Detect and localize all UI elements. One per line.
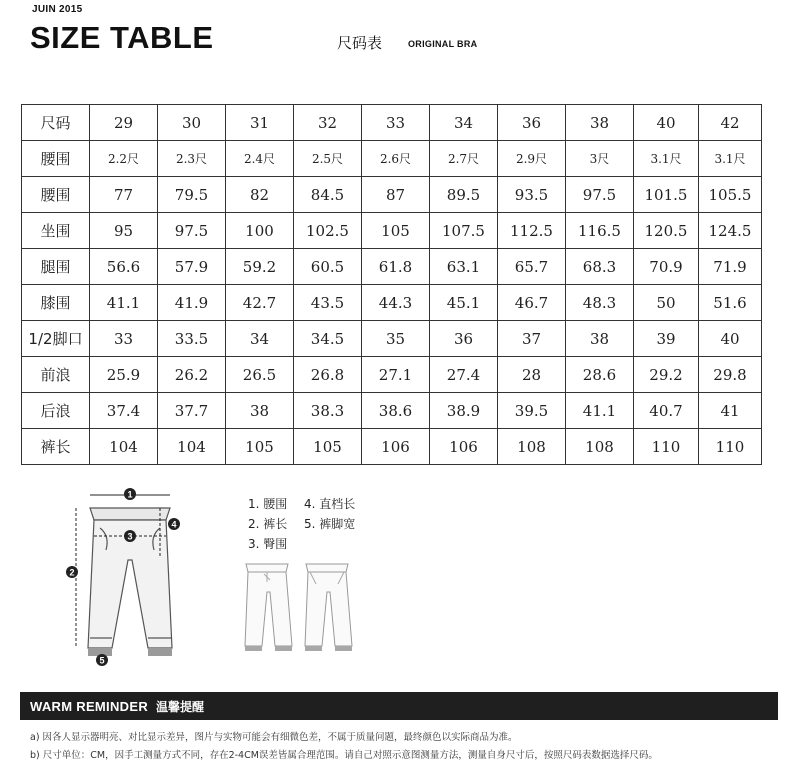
table-cell: 37	[498, 321, 566, 357]
row-label: 腿围	[22, 249, 90, 285]
size-table	[21, 104, 762, 465]
table-cell: 39	[634, 321, 699, 357]
page-title-cn: 尺码表	[337, 34, 383, 52]
reminder-note: b) 尺寸单位：CM，因手工测量方式不同，存在2-4CM误差皆属合理范围。请自己对照示意图测量方法，测量自身尺寸后，按照尺码表数据选择尺码。	[30, 750, 658, 761]
table-cell: 40.7	[634, 393, 699, 429]
table-cell: 40	[699, 321, 762, 357]
table-cell: 120.5	[634, 213, 699, 249]
table-cell: 34	[430, 105, 498, 141]
row-label: 后浪	[22, 393, 90, 429]
table-cell: 43.5	[294, 285, 362, 321]
legend-item: 1. 腰围	[248, 497, 288, 511]
table-cell: 38.3	[294, 393, 362, 429]
size-table-body	[22, 105, 762, 465]
marker-2	[66, 566, 78, 578]
table-cell: 41	[699, 393, 762, 429]
svg-text:2: 2	[69, 567, 75, 578]
table-cell: 2.7尺	[430, 141, 498, 177]
table-cell: 97.5	[158, 213, 226, 249]
table-cell: 106	[362, 429, 430, 465]
table-cell: 36	[430, 321, 498, 357]
table-cell: 124.5	[699, 213, 762, 249]
table-cell: 44.3	[362, 285, 430, 321]
pants-front-back-illustration	[240, 560, 360, 655]
table-cell: 104	[158, 429, 226, 465]
table-cell: 79.5	[158, 177, 226, 213]
table-cell: 25.9	[90, 357, 158, 393]
table-cell: 107.5	[430, 213, 498, 249]
table-cell: 2.2尺	[90, 141, 158, 177]
table-cell: 84.5	[294, 177, 362, 213]
table-cell: 37.4	[90, 393, 158, 429]
warm-reminder-bar	[20, 692, 778, 720]
svg-text:3: 3	[127, 531, 133, 542]
warm-reminder-title: WARM REMINDER	[30, 698, 149, 714]
table-row	[22, 105, 762, 141]
table-cell: 51.6	[699, 285, 762, 321]
table-cell: 48.3	[566, 285, 634, 321]
table-cell: 42	[699, 105, 762, 141]
warm-reminder-title-cn: 温馨提醒	[156, 699, 205, 714]
row-label: 1/2脚口	[22, 321, 90, 357]
table-cell: 105	[226, 429, 294, 465]
table-row	[22, 213, 762, 249]
table-cell: 46.7	[498, 285, 566, 321]
table-cell: 112.5	[498, 213, 566, 249]
table-row	[22, 177, 762, 213]
row-label: 腰围	[22, 177, 90, 213]
table-cell: 42.7	[226, 285, 294, 321]
table-cell: 29.2	[634, 357, 699, 393]
table-row	[22, 249, 762, 285]
table-cell: 102.5	[294, 213, 362, 249]
table-cell: 93.5	[498, 177, 566, 213]
table-cell: 31	[226, 105, 294, 141]
table-cell: 105.5	[699, 177, 762, 213]
svg-text:1: 1	[127, 489, 133, 500]
marker-4	[168, 518, 180, 530]
table-cell: 61.8	[362, 249, 430, 285]
measurement-legend	[248, 495, 360, 555]
table-cell: 60.5	[294, 249, 362, 285]
table-row	[22, 429, 762, 465]
row-label: 前浪	[22, 357, 90, 393]
table-cell: 50	[634, 285, 699, 321]
table-cell: 33.5	[158, 321, 226, 357]
table-cell: 28.6	[566, 357, 634, 393]
table-cell: 37.7	[158, 393, 226, 429]
row-label: 坐围	[22, 213, 90, 249]
table-cell: 2.6尺	[362, 141, 430, 177]
table-cell: 38.6	[362, 393, 430, 429]
legend-item: 5. 裤脚宽	[304, 517, 356, 531]
table-row	[22, 285, 762, 321]
table-cell: 28	[498, 357, 566, 393]
table-cell: 68.3	[566, 249, 634, 285]
table-cell: 33	[90, 321, 158, 357]
table-row	[22, 141, 762, 177]
table-cell: 101.5	[634, 177, 699, 213]
table-cell: 77	[90, 177, 158, 213]
table-cell: 41.9	[158, 285, 226, 321]
table-cell: 63.1	[430, 249, 498, 285]
table-cell: 36	[498, 105, 566, 141]
table-cell: 2.3尺	[158, 141, 226, 177]
row-label: 腰围	[22, 141, 90, 177]
table-cell: 38	[226, 393, 294, 429]
table-cell: 65.7	[498, 249, 566, 285]
table-cell: 38	[566, 105, 634, 141]
reminder-note: a) 因各人显示器明亮、对比显示差异，图片与实物可能会有细微色差，不属于质量问题，最终颜色以实际商品为准。	[30, 732, 518, 743]
table-cell: 108	[566, 429, 634, 465]
table-cell: 2.5尺	[294, 141, 362, 177]
table-cell: 35	[362, 321, 430, 357]
table-cell: 29.8	[699, 357, 762, 393]
row-label: 膝围	[22, 285, 90, 321]
page-subtitle: ORIGINAL BRA	[408, 39, 478, 49]
legend-item: 2. 裤长	[248, 517, 288, 531]
table-cell: 89.5	[430, 177, 498, 213]
table-cell: 56.6	[90, 249, 158, 285]
table-row	[22, 321, 762, 357]
table-cell: 41.1	[90, 285, 158, 321]
table-cell: 71.9	[699, 249, 762, 285]
table-cell: 2.4尺	[226, 141, 294, 177]
table-cell: 70.9	[634, 249, 699, 285]
table-cell: 27.4	[430, 357, 498, 393]
table-cell: 105	[294, 429, 362, 465]
table-cell: 3.1尺	[634, 141, 699, 177]
table-cell: 3.1尺	[699, 141, 762, 177]
table-cell: 105	[362, 213, 430, 249]
table-row	[22, 357, 762, 393]
table-cell: 116.5	[566, 213, 634, 249]
reminder-notes	[30, 729, 658, 765]
table-cell: 26.5	[226, 357, 294, 393]
table-cell: 27.1	[362, 357, 430, 393]
table-cell: 38.9	[430, 393, 498, 429]
table-cell: 2.9尺	[498, 141, 566, 177]
table-cell: 110	[634, 429, 699, 465]
pants-measurement-diagram	[60, 480, 200, 670]
table-row	[22, 393, 762, 429]
table-cell: 95	[90, 213, 158, 249]
table-cell: 39.5	[498, 393, 566, 429]
marker-1	[124, 488, 136, 500]
svg-text:4: 4	[171, 519, 177, 530]
table-cell: 3尺	[566, 141, 634, 177]
table-cell: 59.2	[226, 249, 294, 285]
table-cell: 87	[362, 177, 430, 213]
table-cell: 29	[90, 105, 158, 141]
table-cell: 26.2	[158, 357, 226, 393]
table-cell: 97.5	[566, 177, 634, 213]
table-cell: 34	[226, 321, 294, 357]
table-cell: 32	[294, 105, 362, 141]
table-cell: 26.8	[294, 357, 362, 393]
marker-5	[96, 654, 108, 666]
table-cell: 106	[430, 429, 498, 465]
table-cell: 82	[226, 177, 294, 213]
table-cell: 104	[90, 429, 158, 465]
legend-item: 3. 臀围	[248, 537, 288, 551]
table-cell: 108	[498, 429, 566, 465]
table-cell: 34.5	[294, 321, 362, 357]
row-label: 裤长	[22, 429, 90, 465]
table-cell: 57.9	[158, 249, 226, 285]
table-cell: 110	[699, 429, 762, 465]
table-cell: 41.1	[566, 393, 634, 429]
table-cell: 30	[158, 105, 226, 141]
svg-text:5: 5	[99, 655, 105, 666]
marker-3	[124, 530, 136, 542]
table-cell: 45.1	[430, 285, 498, 321]
table-cell: 33	[362, 105, 430, 141]
row-label: 尺码	[22, 105, 90, 141]
table-cell: 100	[226, 213, 294, 249]
page-title: SIZE TABLE	[30, 20, 214, 55]
date-label: JUIN 2015	[32, 4, 83, 15]
table-cell: 40	[634, 105, 699, 141]
legend-item: 4. 直档长	[304, 497, 356, 511]
table-cell: 38	[566, 321, 634, 357]
